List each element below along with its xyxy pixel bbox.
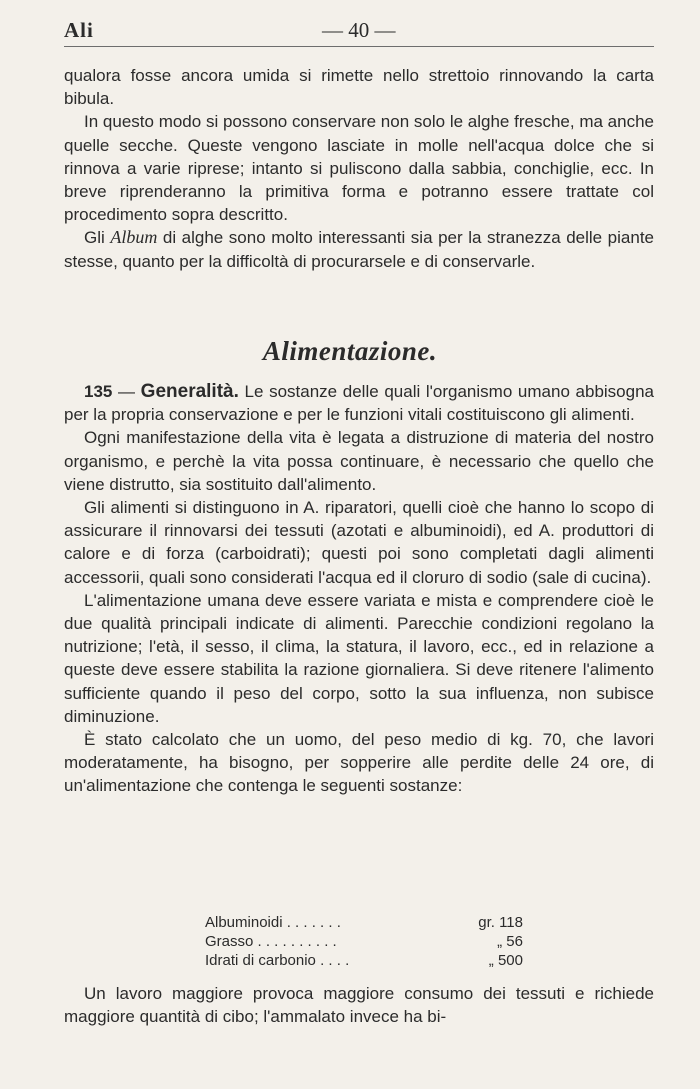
paragraph: Gli alimenti si distinguono in A. riparatori, quelli cioè che hanno lo scopo di assicurare il rinnovarsi dei tessuti (azotati e albuminoidi), ed A. produttori di calore e di forza (carboidrati); questi poi sono completati dagli alimenti accessorii, quali sono considerati l'acqua ed il cloruro di sodio (sale di cucina). — [64, 498, 654, 587]
table-row: Albuminoidi . . . . . . . gr. 118 — [205, 914, 523, 931]
paragraph: È stato calcolato che un uomo, del peso medio di kg. 70, che lavori moderatamente, ha bisogno, per sopperire alle perdite delle 24 ore, di un'alimentazione che contenga le seguenti sostanze: — [64, 730, 654, 796]
section-subtitle: Generalità. — [140, 381, 239, 402]
paragraph: Ogni manifestazione della vita è legata a distruzione di materia del nostro organismo, e perchè la vita possa continuare, è necessario che quello che viene distrutto, sia sostituito dall'alimento. — [64, 428, 654, 494]
paragraph: Un lavoro maggiore provoca maggiore consumo dei tessuti e richiede maggiore quantità di cibo; l'ammalato invece ha bi- — [64, 984, 654, 1027]
table-row: Grasso . . . . . . . . . . „ 56 — [205, 933, 523, 950]
page-header — [64, 14, 654, 44]
section-number: 135 — [84, 382, 113, 401]
section-title: Alimentazione. — [262, 336, 438, 366]
paragraph: 135 — Generalità. Le sostanze delle quali l'organismo umano abbisogna per la propria conservazione e per le funzioni vitali costituiscono gli alimenti. — [64, 381, 655, 425]
italic-term: Album — [110, 227, 158, 248]
header-rule — [64, 46, 654, 47]
text-block-bottom — [64, 982, 654, 1028]
text-block-top — [64, 64, 654, 273]
page-number: — 40 — — [322, 18, 396, 42]
paragraph: Gli Album di alghe sono molto interessanti sia per la stranezza delle piante stesse, quanto per la difficoltà di procurarsele e di conservarle. — [64, 227, 655, 271]
text-block-main — [64, 380, 654, 798]
nutrient-table — [205, 914, 535, 971]
running-head: Ali — [64, 18, 94, 42]
paragraph: L'alimentazione umana deve essere variata e mista e comprendere cioè le due qualità principali indicate di alimenti. Parecchie condizioni regolano la nutrizione; l'età, il sesso, il clima, la statura, il lavoro, ecc., ed in relazione a queste deve essere stabilita la razione giornaliera. Si deve ritenere l'alimento sufficiente quando il peso del corpo, sotto la sua influenza, non subisce diminuzione. — [64, 590, 654, 726]
paragraph: In questo modo si possono conservare non solo le alghe fresche, ma anche quelle secche. Queste vengono lasciate in molle nell'acqua dolce che si rinnova a varie riprese; intanto si puliscono dalla sabbia, conchiglie, ecc. In breve riprenderanno la primitiva forma e potranno essere trattate col procedimento sopra descritto. — [64, 112, 654, 225]
table-row: Idrati di carbonio . . . . „ 500 — [205, 952, 523, 969]
paragraph: qualora fosse ancora umida si rimette nello strettoio rinnovando la carta bibula. — [64, 66, 654, 109]
